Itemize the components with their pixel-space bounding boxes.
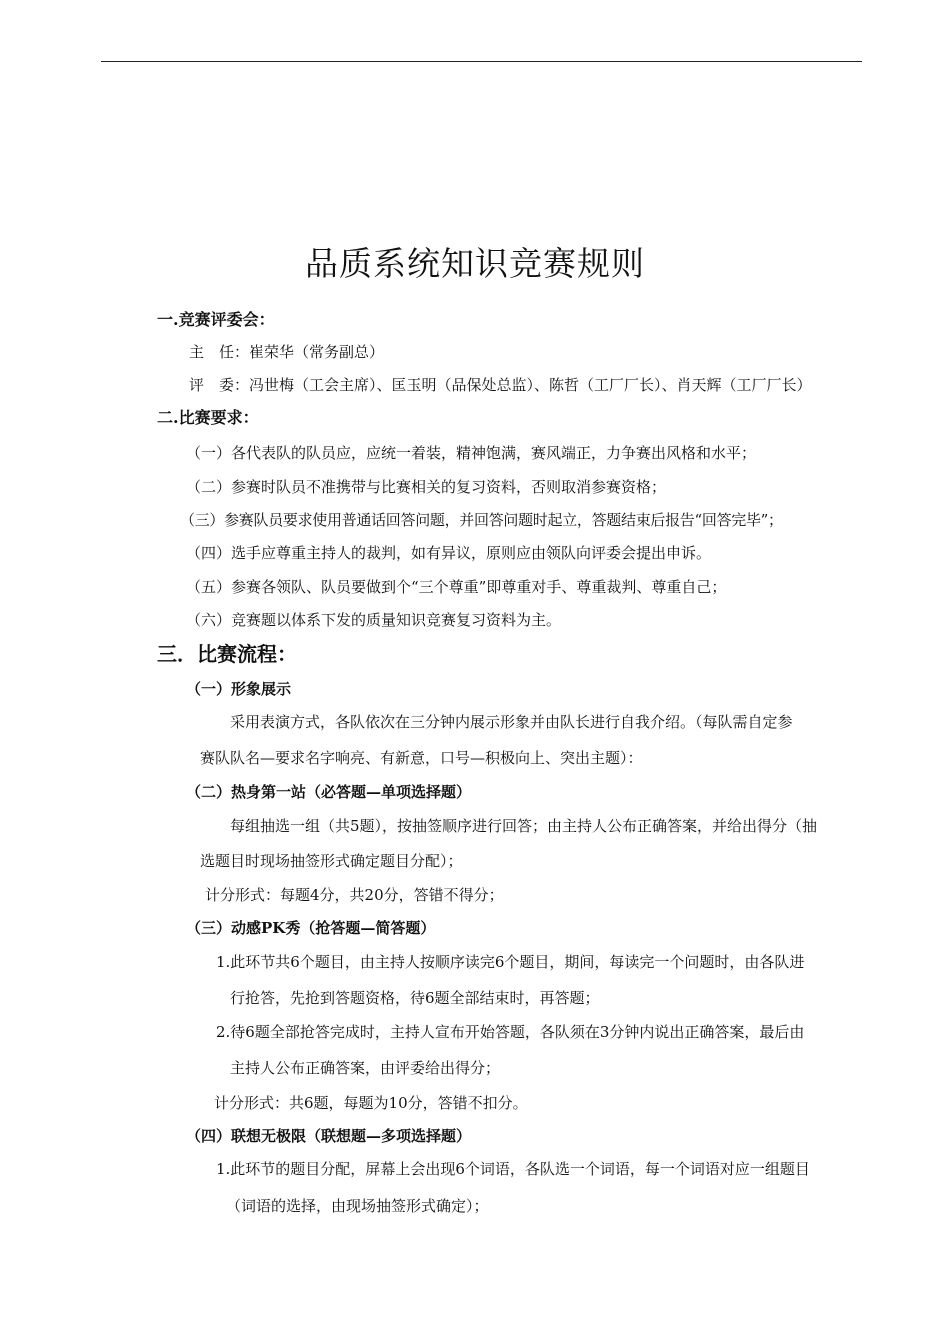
part3-item1-line1: 1.此环节共6个题目，由主持人按顺序读完6个题目，期间，每读完一个问题时，由各队进: [216, 953, 805, 971]
part4-item1-line1: 1.此环节的题目分配，屏幕上会出现6个词语，各队选一个词语，每一个词语对应一组题目: [216, 1160, 810, 1178]
section1-chair: 主 任：崔荣华（常务副总）: [189, 343, 385, 361]
part2-heading: （二）热身第一站（必答题—单项选择题）: [186, 783, 472, 801]
part2-text-line1: 每组抽选一组（共5题），按抽签顺序进行回答；由主持人公布正确答案，并给出得分（抽: [230, 817, 818, 835]
section1-heading: 一.竞赛评委会：: [157, 310, 275, 329]
part4-heading: （四）联想无极限（联想题—多项选择题）: [186, 1127, 472, 1145]
part1-text-line2: 赛队队名—要求名字响亮、有新意，口号—积极向上、突出主题）：: [200, 749, 643, 767]
part3-item2-line1: 2.待6题全部抢答完成时，主持人宣布开始答题，各队须在3分钟内说出正确答案，最后由: [216, 1023, 805, 1041]
part2-text-line2: 选题目时现场抽签形式确定题目分配）；: [200, 852, 463, 870]
part1-text-line1: 采用表演方式，各队依次在三分钟内展示形象并由队长进行自我介绍。（每队需自定参: [230, 713, 793, 731]
part3-item2-line2: 主持人公布正确答案，由评委给出得分；: [230, 1059, 501, 1077]
part3-heading: （三）动感PK秀（抢答题—简答题）: [186, 919, 436, 937]
part3-scoring: 计分形式：共6题，每题为10分，答错不扣分。: [214, 1094, 528, 1112]
document-title: 品质系统知识竞赛规则: [305, 244, 645, 283]
part2-scoring: 计分形式：每题4分，共20分，答错不得分；: [205, 886, 504, 904]
part1-heading: （一）形象展示: [186, 680, 292, 698]
requirement-item: （六）竞赛题以体系下发的质量知识竞赛复习资料为主。: [186, 611, 562, 629]
requirement-item: （三）参赛队员要求使用普通话回答问题，并回答问题时起立，答题结束后报告“回答完毕”；: [180, 511, 783, 529]
section1-judges: 评 委：冯世梅（工会主席）、匡玉明（品保处总监）、陈哲（工厂厂长）、肖天辉（工厂厂长）: [189, 376, 812, 394]
section3-heading: 三．比赛流程：: [157, 642, 297, 666]
part4-item1-line2: （词语的选择，由现场抽签形式确定）；: [226, 1197, 489, 1215]
requirement-item: （四）选手应尊重主持人的裁判，如有异议，原则应由领队向评委会提出申诉。: [186, 544, 712, 562]
requirement-item: （二）参赛时队员不准携带与比赛相关的复习资料，否则取消参赛资格；: [186, 478, 667, 496]
part3-item1-line2: 行抢答，先抢到答题资格，待6题全部结束时，再答题；: [230, 989, 600, 1007]
header-rule: [101, 61, 862, 62]
section2-heading: 二.比赛要求：: [157, 408, 259, 427]
requirement-item: （五）参赛各领队、队员要做到个“三个尊重”即尊重对手、尊重裁判、尊重自己；: [186, 578, 727, 596]
requirement-item: （一）各代表队的队员应，应统一着装，精神饱满，赛风端正，力争赛出风格和水平；: [186, 444, 757, 462]
